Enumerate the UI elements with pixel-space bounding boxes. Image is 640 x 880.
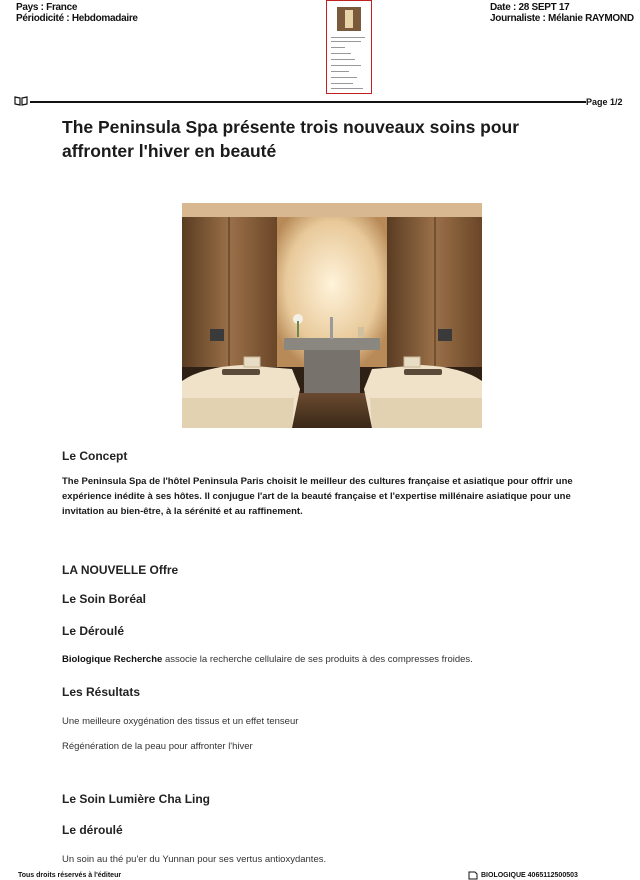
header-rule bbox=[30, 101, 586, 103]
footer-reference: BIOLOGIQUE 4065112500503 bbox=[481, 872, 578, 879]
meta-date: Date : 28 SEPT 17 bbox=[490, 2, 570, 13]
brand-link[interactable]: Biologique Recherche bbox=[62, 654, 163, 665]
meta-periodicity: Périodicité : Hebdomadaire bbox=[16, 13, 138, 24]
deroule-heading-2: Le déroulé bbox=[62, 823, 123, 837]
resultat-item: Une meilleure oxygénation des tissus et un effet tenseur bbox=[62, 716, 299, 727]
offer-heading: LA NOUVELLE Offre bbox=[62, 563, 179, 577]
spa-photo bbox=[182, 203, 482, 428]
soin-cha-ling-heading: Le Soin Lumière Cha Ling bbox=[62, 792, 211, 806]
soin-boreal-heading: Le Soin Boréal bbox=[62, 592, 147, 606]
deroule-heading: Le Déroulé bbox=[62, 624, 125, 638]
meta-journalist: Journaliste : Mélanie RAYMOND bbox=[490, 13, 634, 24]
meta-country: Pays : France bbox=[16, 2, 78, 13]
book-icon bbox=[14, 96, 28, 106]
resultats-heading: Les Résultats bbox=[62, 685, 141, 699]
page-thumbnail[interactable] bbox=[326, 0, 372, 94]
page-number: Page 1/2 bbox=[586, 97, 623, 107]
deroule-text: Biologique Recherche associe la recherche cellulaire de ses produits à des compresses froides. bbox=[62, 654, 473, 665]
page-curl-icon bbox=[468, 871, 478, 880]
concept-text: The Peninsula Spa de l'hôtel Peninsula Paris choisit le meilleur des cultures française et asiatique pour offrir une expérience inédite à ses hôtes. Il conjugue l'art de la beauté française et l'expertise millénaire asiatique pour une invitation au bien-être, à la sérénité et au raffinement. bbox=[62, 476, 573, 517]
resultat-item: Régénération de la peau pour affronter l'hiver bbox=[62, 741, 253, 752]
footer-rights: Tous droits réservés à l'éditeur bbox=[18, 872, 122, 879]
deroule-text-2: Un soin au thé pu'er du Yunnan pour ses vertus antioxydantes. bbox=[62, 854, 327, 865]
thumbnail-image bbox=[337, 7, 361, 31]
article-title: The Peninsula Spa présente trois nouveaux soins pour affronter l'hiver en beauté bbox=[62, 117, 520, 161]
concept-heading: Le Concept bbox=[62, 449, 128, 463]
